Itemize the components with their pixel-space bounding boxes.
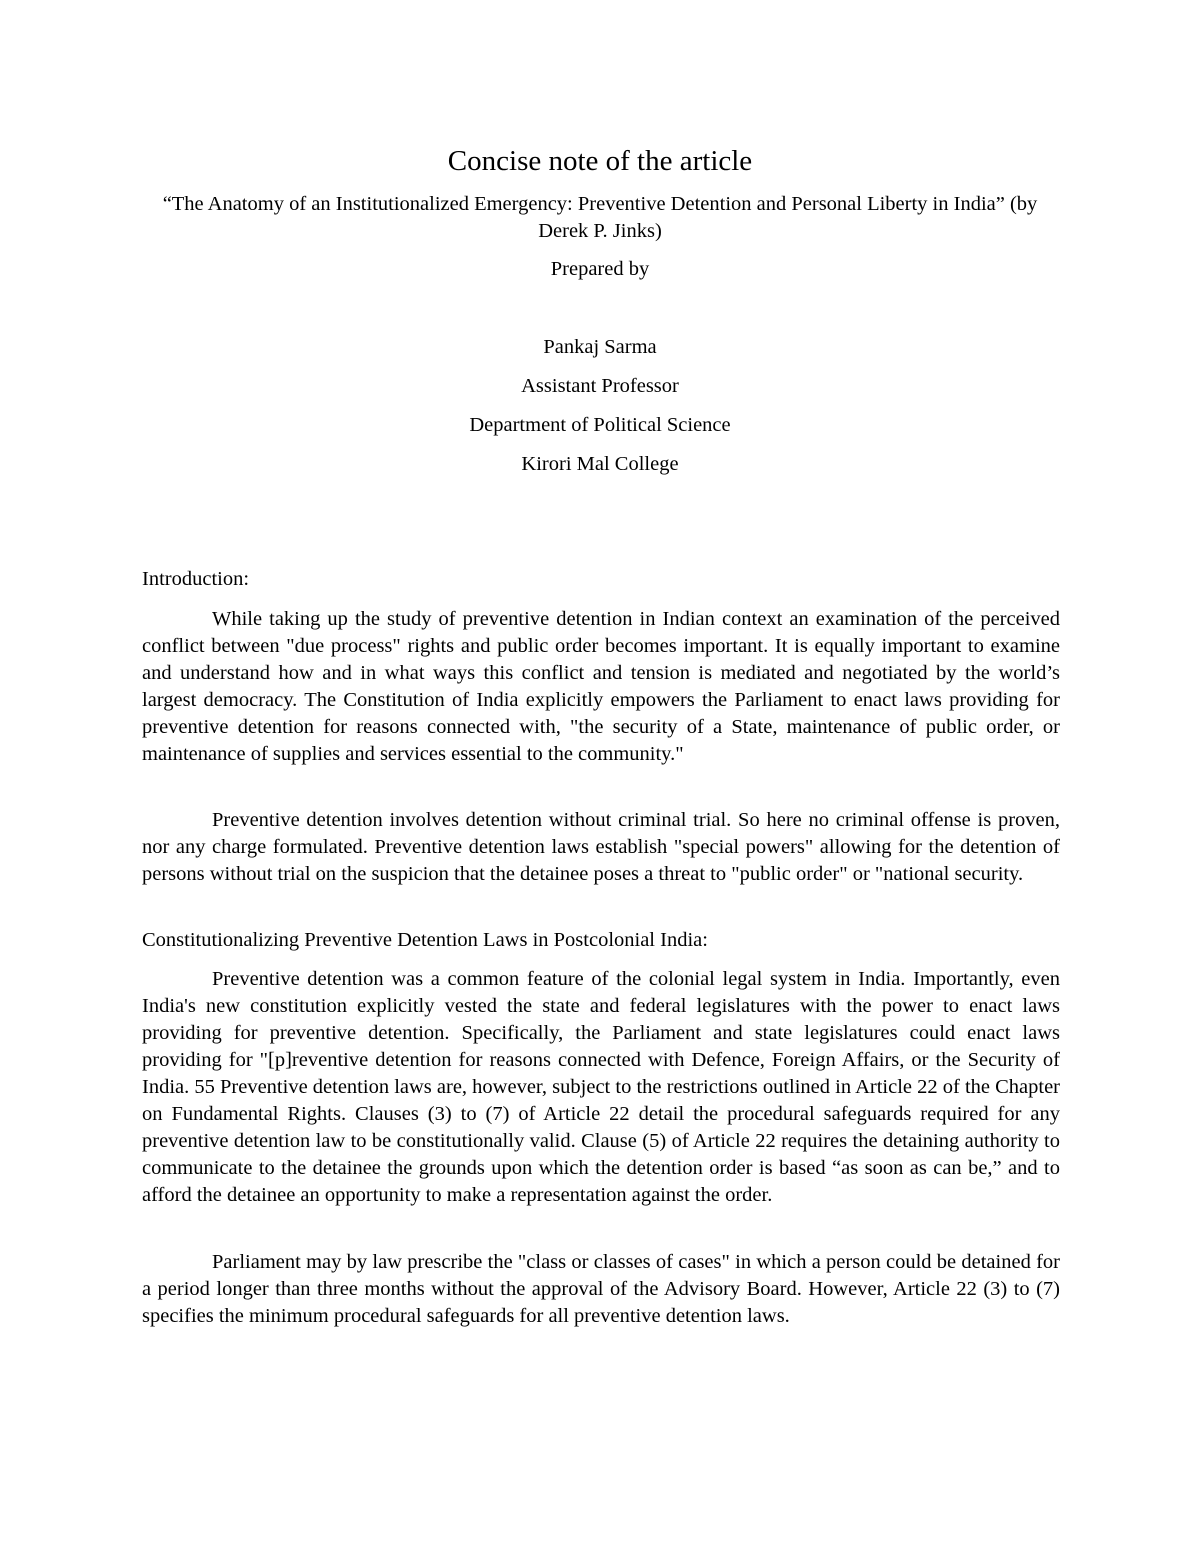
author-college: Kirori Mal College xyxy=(521,453,679,475)
section-heading-constitutionalizing: Constitutionalizing Preventive Detention Laws in Postcolonial India: xyxy=(142,929,708,951)
article-citation: “The Anatomy of an Institutionalized Emergency: Preventive Detention and Personal Liberty in India” (by Derek P. Jinks) xyxy=(162,193,1038,242)
prepared-by-label: Prepared by xyxy=(550,258,650,280)
constitution-paragraph-2: Parliament may by law prescribe the "class or classes of cases" in which a person could be detained for a period longer than three months without the approval of the Advisory Board. However, Article 22 (3) to (7) specifies the minimum procedural safeguards for all preventive detention laws. xyxy=(142,1251,1060,1327)
constitution-paragraph-1: Preventive detention was a common feature of the colonial legal system in India. Importantly, even India's new constitution explicitly vested the state and federal legislatures with the power to enact laws providing for preventive detention. Specifically, the Parliament and state legislatures could enact laws providing for "[p]reventive detention for reasons connected with Defence, Foreign Affairs, or the Security of India. 55 Preventive detention laws are, however, subject to the restrictions outlined in Article 22 of the Chapter on Fundamental Rights. Clauses (3) to (7) of Article 22 detail the procedural safeguards required for any preventive detention law to be constitutionally valid. Clause (5) of Article 22 requires the detaining authority to communicate to the detainee the grounds upon which the detention order is based “as soon as can be,” and to afford the detainee an opportunity to make a representation against the order. xyxy=(142,968,1061,1206)
document-title: Concise note of the article xyxy=(447,145,753,177)
intro-paragraph-1: While taking up the study of preventive detention in Indian context an examination of the perceived conflict between "due process" rights and public order becomes important. It is equally important to examine and understand how and in what ways this conflict and tension is mediated and negotiated by the world’s largest democracy. The Constitution of India explicitly empowers the Parliament to enact laws providing for preventive detention for reasons connected with, "the security of a State, maintenance of public order, or maintenance of supplies and services essential to the community." xyxy=(142,608,1060,765)
author-position: Assistant Professor xyxy=(521,375,679,397)
section-heading-introduction: Introduction: xyxy=(142,568,250,590)
author-department: Department of Political Science xyxy=(469,414,731,436)
intro-paragraph-2: Preventive detention involves detention without criminal trial. So here no criminal offense is proven, nor any charge formulated. Preventive detention laws establish "special powers" allowing for the detention of persons without trial on the suspicion that the detainee poses a threat to "public order" or "national security. xyxy=(142,809,1060,885)
author-name: Pankaj Sarma xyxy=(543,336,657,358)
